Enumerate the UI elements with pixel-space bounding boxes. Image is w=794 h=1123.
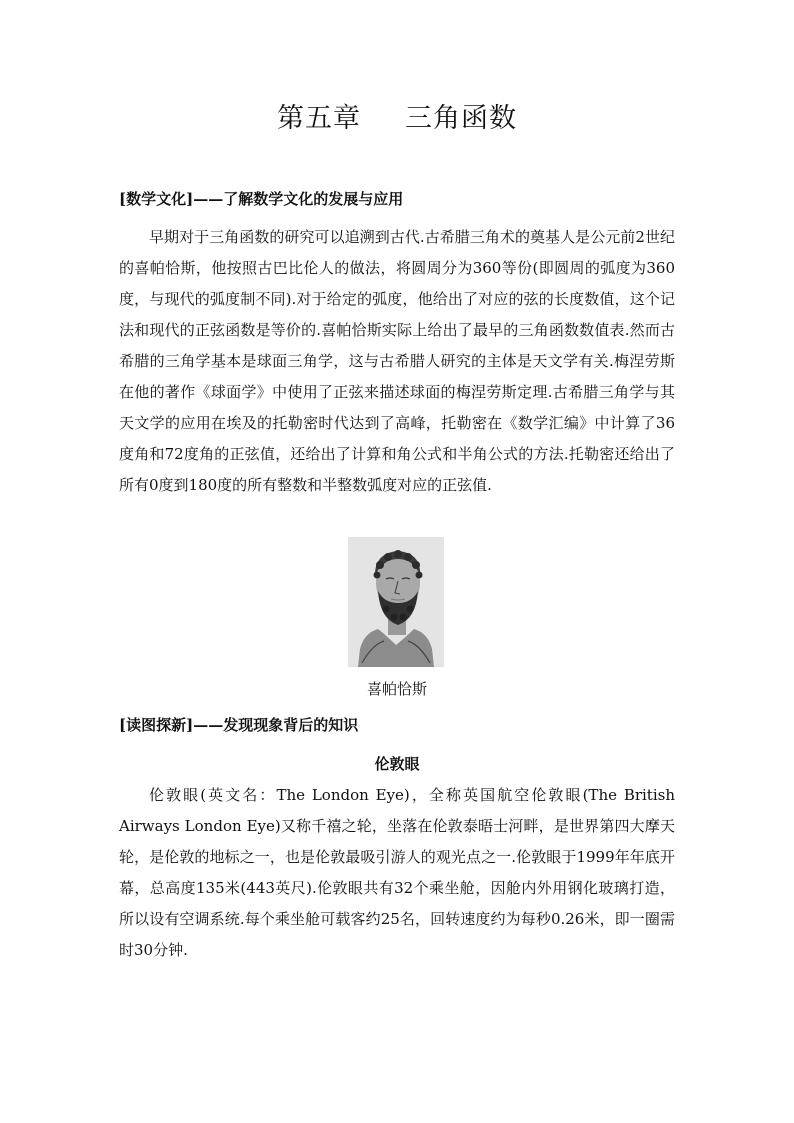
portrait-caption: 喜帕恰斯 bbox=[366, 680, 427, 698]
chapter-name: 三角函数 bbox=[405, 103, 517, 134]
chapter-title bbox=[0, 96, 794, 135]
london-eye-paragraph: 伦敦眼(英文名：The London Eye)，全称英国航空伦敦眼(The British Airways London Eye)又称千禧之轮，坐落在伦敦泰晤士河畔，是世界第四大摩天轮，是伦敦的地标之一，也是伦敦最吸引游人的观光点之一.伦敦眼于1999年年底开幕，总高度135米(443英尺).伦敦眼共有32个乘坐舱，因舱内外用钢化玻璃打造，所以设有空调系统.每个乘坐舱可载客约25名，回转速度约为每秒0.26米，即一圈需时30分钟. bbox=[119, 786, 675, 959]
hipparchus-portrait bbox=[348, 537, 444, 667]
london-eye-body bbox=[119, 780, 675, 966]
section-heading-math-culture: [数学文化]——了解数学文化的发展与应用 bbox=[119, 190, 404, 208]
math-culture-body bbox=[119, 222, 675, 501]
section-heading-explore: [读图探新]——发现现象背后的知识 bbox=[119, 716, 359, 734]
london-eye-title: 伦敦眼 bbox=[374, 755, 420, 773]
chapter-number: 第五章 bbox=[277, 103, 361, 134]
hipparchus-bust-image bbox=[348, 537, 444, 667]
math-culture-paragraph: 早期对于三角函数的研究可以追溯到古代.古希腊三角术的奠基人是公元前2世纪的喜帕恰斯，他按照古巴比伦人的做法，将圆周分为360等份(即圆周的弧度为360度，与现代的弧度制不同).对于给定的弧度，他给出了对应的弦的长度数值，这个记法和现代的正弦函数是等价的.喜帕恰斯实际上给出了最早的三角函数数值表.然而古希腊的三角学基本是球面三角学，这与古希腊人研究的主体是天文学有关.梅涅劳斯在他的著作《球面学》中使用了正弦来描述球面的梅涅劳斯定理.古希腊三角学与其天文学的应用在埃及的托勒密时代达到了高峰，托勒密在《数学汇编》中计算了36度角和72度角的正弦值，还给出了计算和角公式和半角公式的方法.托勒密还给出了所有0度到180度的所有整数和半整数弧度对应的正弦值. bbox=[119, 228, 675, 494]
